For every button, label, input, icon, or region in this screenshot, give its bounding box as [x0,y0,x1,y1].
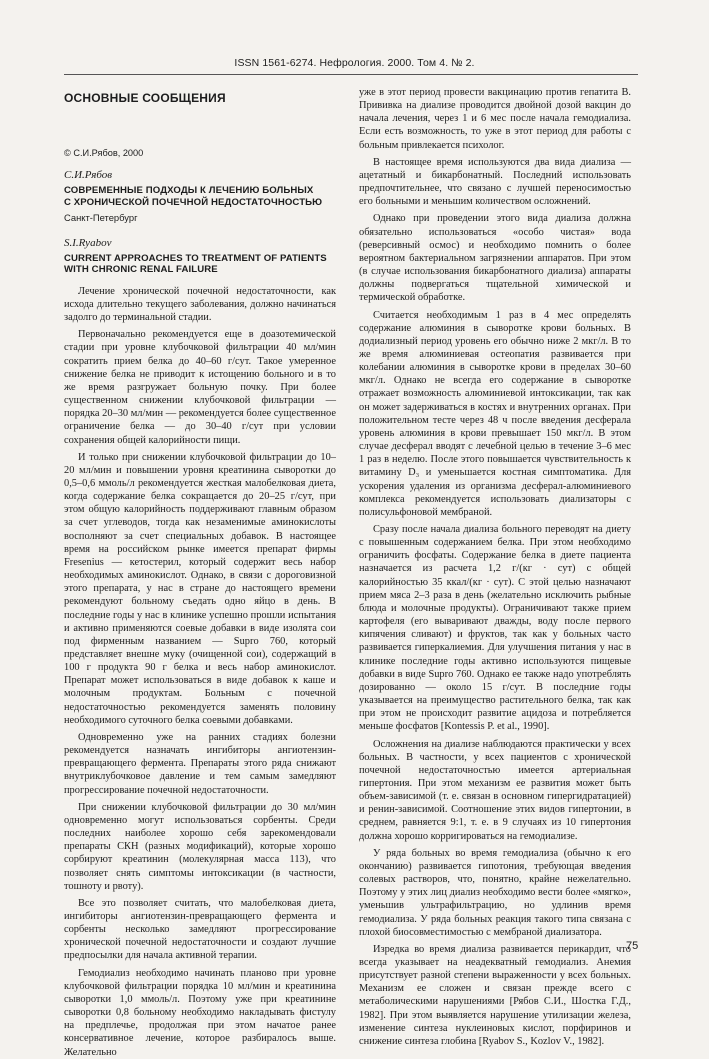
left-column [64,86,336,1059]
author-ru: С.И.Рябов [64,169,113,182]
page-number: 75 [626,940,639,952]
article-title-ru [64,185,336,208]
paragraph: Изредка во время диализа развивается перикардит, что всегда указывает на неадекватный гемодиализ. Анемия присутствует разной степени выраженности у всех больных. Механизм ее сложен и связан прежде всего с метаболическими нарушениями [Рябов С.И., Шостка Г.Д., 1982]. При этом выявляется нарушение утилизации железа, изменение синтеза нуклеиновых кислот, порфиринов и снижение синтеза глобина [Ryabov S., Kozlov V., 1982]. [359,943,631,1047]
article-title-ru-line: СОВРЕМЕННЫЕ ПОДХОДЫ К ЛЕЧЕНИЮ БОЛЬНЫХ [64,185,314,197]
copyright-line: © С.И.Рябов, 2000 [64,148,144,159]
paragraph: При снижении клубочковой фильтрации до 30 мл/мин одновременно могут использоваться сорбенты. Среди последних наиболее хорошо себя зарекомендовали препараты СКН (разных модификаций), которые хорошо сорбируют креатинин (молекулярная масса 113), что позволяет снять симптомы интоксикации (в частности, тошноту и рвоту). [64,801,336,892]
paragraph: Считается необходимым 1 раз в 4 мес определять содержание алюминия в сыворотке крови больных. В додиализный период уровень его обычно ниже 2 мкг/л. В то же время алюминиевая остеопатия развивается при колебании алюминия в сыворотке крови в пределах 30–60 мкг/л. Однако не всегда его содержание в сыворотке отражает возможность алюминиевой интоксикации, так как он может задерживаться в костях и внутренних органах. При положительном тесте через 48 ч после введения десферала уровень алюминия в крови превышает 150 мкг/л. В этом случае десферал вводят с лечебной целью в течение 3–6 мес 1 раз в неделю. После этого повышается чувствительность к витамину D₃ и уменьшается костная симптоматика. Для ускорения удаления из организма десферал-алюминиевого комплекса рекомендуется использовать диализаторы с полисульфоновой мембраной. [359,309,631,518]
paragraph: Все это позволяет считать, что малобелковая диета, ингибиторы ангиотензин-превращающего фермента и сорбенты несколько замедляют прогрессирование хронической почечной недостаточности и создают лучшие предпосылки для начала активной терапии. [64,897,336,962]
header-rule [64,74,638,75]
section-title: ОСНОВНЫЕ СООБЩЕНИЯ [64,91,226,105]
left-column-body [64,285,336,1059]
affiliation-city: Санкт-Петербург [64,212,138,224]
paragraph: Сразу после начала диализа больного переводят на диету с повышенным содержанием белка. При этом необходимо ограничить фосфаты. Содержание белка в диете пациента назначается из расчета 1,2 г/(кг · сут) с общей калорийностью 35 ккал/(кг · сут). С этой целью назначают прием мяса 2–3 раза в день (желательно исключить рыбные блюда и молочные продукты). Ограничивают также прием картофеля (его вываривают дважды, воду после первого кипячения сливают) и фруктов, так как у больных часто развивается гиперкалиемия. Для улучшения питания у нас в клинике последние годы активно используются пищевые добавки в виде Supro 760. Однако ее также надо употреблять дозированно — около 15 г/сут. В последние годы указывается на преимущество растительного белка, так как при этом не происходит развитие ацидоза и потребляется меньше фосфатов [Kontessis P. et al., 1990]. [359,524,631,733]
paragraph: У ряда больных во время гемодиализа (обычно к его окончанию) развивается гипотония, требующая введения солевых растворов, что, понятно, крайне нежелательно. Поэтому у этих лиц диализ необходимо вести более «мягко», уменьшив ультрафильтрацию, но удлинив время гемодиализа. У ряда больных реакция такого типа связана с плохой биосовместимостью с мембраной диализатора. [359,847,631,938]
paragraph: Лечение хронической почечной недостаточности, как исхода длительно текущего заболевания, должно начинаться задолго до терминальной стадии. [64,285,336,324]
paragraph: И только при снижении клубочковой фильтрации до 10–20 мл/мин и повышении уровня креатинина сыворотки до 0,5–0,6 ммоль/л рекомендуется жесткая малобелковая диета, когда содержание белка сокращается до 20–25 г/сут, при этом общую калорийность поддерживают главным образом за счет углеводов, тогда как незаменимые аминокислоты восполняют за счет специальных добавок. В настоящее время на российском рынке имеется препарат фирмы Fresenius — кетостерил, который содержит весь набор необходимых аминокислот. Однако, в связи с дороговизной этого препарата, у нас в стране до настоящего времени рекомендуют больному съедать одно яйцо в день. В последние годы у нас в клинике успешно прошли испытания и активно применяются соевые добавки в виде изолята сои под фирменным названием — Supro 760, который представляет внешне муку (очищенной сои), содержащий в 100 г продукта 90 г белка и весь набор аминокислот. Препарат может использоваться в виде добавок к каше и молочным продуктам. Больным с почечной недостаточностью рекомендуется заменять половину необходимого суточного белка соевыми добавками. [64,451,336,726]
article-title-en-line: CURRENT APPROACHES TO TREATMENT OF PATIENTS [64,252,327,264]
article-title-ru-line: С ХРОНИЧЕСКОЙ ПОЧЕЧНОЙ НЕДОСТАТОЧНОСТЬЮ [64,196,323,208]
paragraph: Гемодиализ необходимо начинать планово при уровне клубочковой фильтрации порядка 10 мл/мин и креатинина сыворотки 1,0 ммоль/л. Поэтому уже при креатинине сыворотки 0,8 больному необходимо накладывать фистулу на предплечье, продолжая при этом начатое ранее консервативное лечение, которое разбиралось выше. Желательно [64,967,336,1058]
paragraph: В настоящее время используются два вида диализа — ацетатный и бикарбонатный. Последний использовать предпочтительнее, что связано с лучшей переносимостью его больными и меньшим количеством осложнений. [359,156,631,208]
paragraph: уже в этот период провести вакцинацию против гепатита B. Прививка на диализе проводится двойной дозой вакцин до начала лечения, через 1 и 6 мес после начала гемодиализа. Если есть возможность, то уже в этот период для работы с больным привлекается психолог. [359,87,631,151]
article-title-en [64,253,336,276]
paragraph: Первоначально рекомендуется еще в доазотемической стадии при уровне клубочковой фильтрации 40 мл/мин сократить прием белка до 40–60 г/сут. Такое умеренное снижение белка не приводит к истощению больного и в то же время разгружает больную почку. При более существенном снижении клубочковой фильтрации — порядка 20–30 мл/мин — рекомендуется более существенное ограничение белка — до 30–40 г/сут при условии сохранения общей калорийности пищи. [64,329,336,446]
paragraph: Одновременно уже на ранних стадиях болезни рекомендуется назначать ингибиторы ангиотензин-превращающего фермента. Препараты этого ряда снижают внутриклубочковое давление и тем самым замедляют прогрессирование почечной недостаточности. [64,731,336,796]
journal-header: ISSN 1561-6274. Нефрология. 2000. Том 4. № 2. [234,57,475,69]
paragraph: Осложнения на диализе наблюдаются практически у всех больных. В частности, у всех пациентов с хронической почечной недостаточностью имеется артериальная гипертония. При этом механизм ее развития может быть объем-зависимой (т. е. связан в основном гипергидратацией) и ренин-зависимой. Соотношение этих видов гипертонии, в среднем, равняется 9:1, т. е. в 9 случаях из 10 гипертония должна хорошо корригироваться на гемодиализе. [359,738,631,842]
author-en: S.I.Ryabov [64,236,112,249]
article-title-en-line: WITH CHRONIC RENAL FAILURE [64,264,218,276]
right-column [359,86,631,1048]
paragraph: Однако при проведении этого вида диализа должна обязательно использоваться «особо чистая» вода (реверсивный осмос) и необходимо помнить о более вероятном бактериальном загрязнении аппаратов. При этом (в случае использования бикарбонатного диализа) аппараты должны подвергаться тщательной химической и термической обработке. [359,213,631,304]
